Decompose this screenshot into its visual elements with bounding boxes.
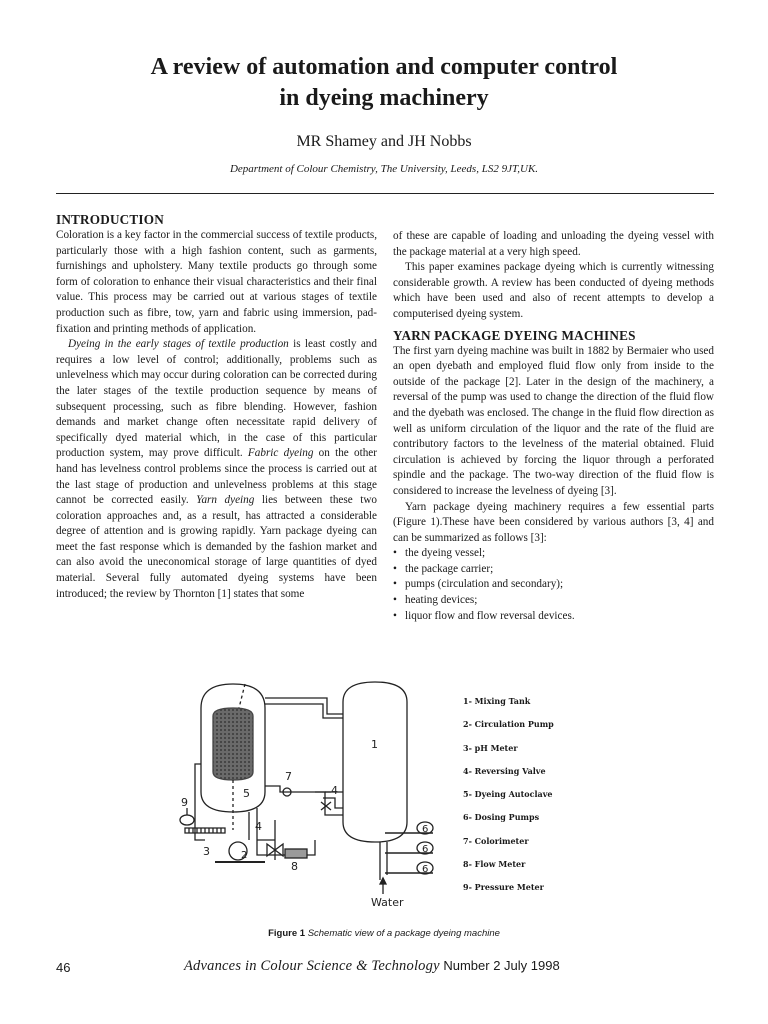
legend-item: 4- Reversing Valve <box>463 765 546 776</box>
label-8: 8 <box>291 860 298 873</box>
pressure-meter <box>180 815 194 825</box>
intro-paragraph-2-continued: of these are capable of loading and unloading the dyeing vessel with the package material at a very high speed. <box>393 230 714 258</box>
yarn-paragraph-1: The first yarn dyeing machine was built in 1882 by Bermaier who used an open dyebath and employed fluid flow only from inside to the outside of the package [2]. Later in the design of the machinery, a reversal of the pump was used to change the direction of the fluid flow and the dyebath was enclosed. The change in the fluid flow direction as well as uniform circulation of the liquor and the rate of the fluid are contributory factors to the levelness of the material obtained. Fluid circulation is achieved by forcing the liquor through a perforated spindle and the package. The two-way direction of the fluid flow is considered to increase the levelness of dyeing [3]. <box>393 344 714 497</box>
label-6a: 6 <box>422 824 429 835</box>
figure-caption <box>0 928 768 939</box>
left-column <box>56 212 377 602</box>
page-number: 46 <box>56 960 71 975</box>
label-6c: 6 <box>422 864 429 875</box>
intro-italic-early-stages: Dyeing in the early stages of textile production <box>68 338 289 351</box>
intro-paragraph-3: This paper examines package dyeing which is currently witnessing considerable growth. A review has been conducted of dyeing methods which have been used and also of recent attempts to develop a computerised dyeing system. <box>393 261 714 320</box>
figure-legend <box>463 690 554 900</box>
label-9: 9 <box>181 796 188 809</box>
authors: MR Shamey and JH Nobbs <box>296 133 472 150</box>
intro-italic-yarn-dyeing: Yarn dyeing <box>196 494 255 507</box>
yarn-section-heading: YARN PACKAGE DYEING MACHINES <box>393 327 636 343</box>
label-water: Water <box>371 896 404 909</box>
caption-text: Schematic view of a package dyeing machine <box>307 928 500 939</box>
components-list <box>393 546 714 624</box>
legend-item: 8- Flow Meter <box>463 859 526 870</box>
caption-label: Figure 1 <box>268 928 306 939</box>
flow-meter <box>285 849 307 858</box>
right-column <box>393 229 714 624</box>
label-5: 5 <box>243 787 250 800</box>
journal-footer <box>184 958 560 975</box>
yarn-package <box>213 708 253 780</box>
intro-p2-text-1: is least costly and requires a low level of control; additionally, problems such as unlevelness which may occur during coloration can be corrected during the later stages of the textile production sequence by means of subsequent processing, such as fibre blending. However, fashion demands and market change often necessitate rapid delivery of specifically dyed material which, in the case of this particular production system, may prove difficult. <box>56 338 377 460</box>
legend-item: 1- Mixing Tank <box>463 696 531 706</box>
legend-item: 9- Pressure Meter <box>463 882 544 893</box>
intro-p2-text-3: lies between these two coloration approaches and, as a result, has attracted a considerable degree of attention and is growing rapidly. Yarn package dyeing can meet the fast response which is demanded by the fashion market and can also avoid the uneconomical storage of large quantities of dyed material. Several fully automated dyeing systems have been introduced; the review by Thornton [1] states that some <box>56 494 378 600</box>
title-line-2: in dyeing machinery <box>279 85 489 111</box>
label-3: 3 <box>203 845 210 858</box>
legend-item: 3- pH Meter <box>463 742 518 753</box>
label-6b: 6 <box>422 844 429 855</box>
legend-item: 7- Colorimeter <box>463 835 529 846</box>
label-7: 7 <box>285 770 292 783</box>
title-divider <box>56 193 714 194</box>
intro-paragraph-2 <box>56 337 377 602</box>
yarn-paragraph-2: Yarn package dyeing machinery requires a few essential parts (Figure 1).These have been considered by various authors [3, 4] and can be summarized as follows [3]: <box>393 500 714 544</box>
journal-issue: Number 2 July 1998 <box>443 958 560 973</box>
legend-item: 5- Dyeing Autoclave <box>463 789 553 800</box>
affiliation: Department of Colour Chemistry, The University, Leeds, LS2 9JT,UK. <box>229 163 539 175</box>
intro-italic-fabric-dyeing: Fabric dyeing <box>247 447 314 460</box>
intro-paragraph-1: Coloration is a key factor in the commercial success of textile products, particularly those with a high fashion content, such as garments, furnishings and upholstery. Many textile products go through some form of coloration to enhance their visual characteristics and their final value. This process may be carried out at various stages of textile production such as fibre, tow, yarn and fabric using immersion, pad-fixation and printing methods of application. <box>56 229 377 335</box>
legend-item: 6- Dosing Pumps <box>463 812 540 823</box>
paper-title <box>0 52 768 114</box>
list-item: • liquor flow and flow reversal devices. <box>393 609 714 625</box>
legend-item: 2- Circulation Pump <box>463 719 554 730</box>
label-2: 2 <box>241 850 248 861</box>
mixing-tank <box>343 682 407 842</box>
list-item: • the dyeing vessel; <box>393 546 714 562</box>
list-item: • heating devices; <box>393 593 714 609</box>
title-line-1: A review of automation and computer control <box>150 54 618 80</box>
reversing-valve <box>321 802 331 810</box>
intro-p2-text-2: on the other hand has levelness control problems since the process is carried out at the last stage of production and unlevelness problems at this stage cannot be corrected easily. <box>56 447 377 507</box>
label-4b: 4 <box>331 784 338 797</box>
label-4a: 4 <box>255 820 262 833</box>
label-1: 1 <box>371 738 378 751</box>
list-item: • pumps (circulation and secondary); <box>393 577 714 593</box>
list-item: • the package carrier; <box>393 562 714 578</box>
journal-title: Advances in Colour Science & Technology <box>184 958 440 974</box>
introduction-heading: INTRODUCTION <box>56 212 164 227</box>
